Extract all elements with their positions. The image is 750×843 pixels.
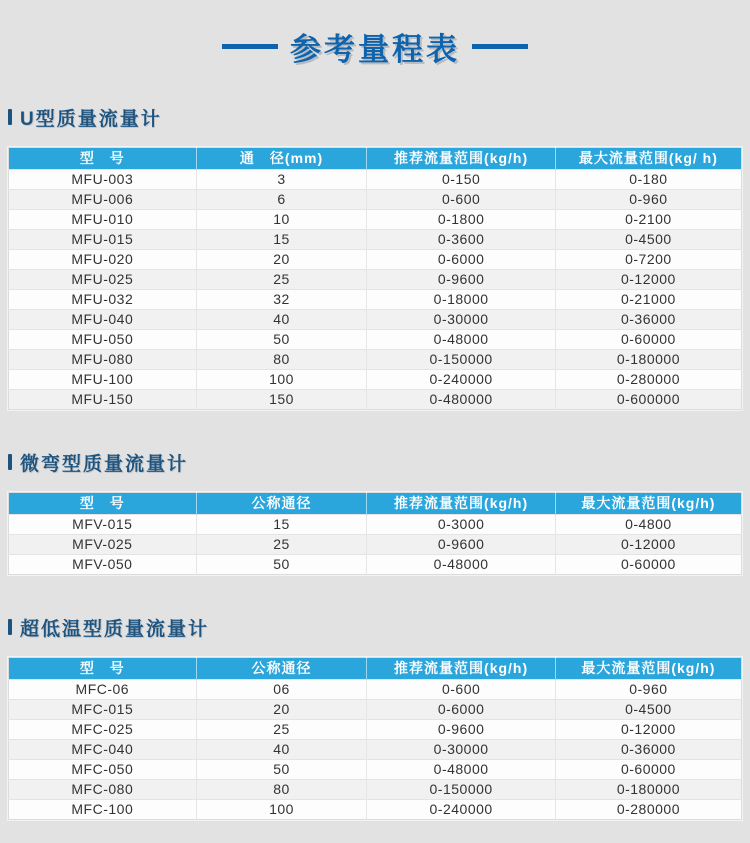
table-cell: 0-600 [367,190,555,210]
table-cell: MFU-003 [9,170,197,190]
table-cell: 40 [196,740,367,760]
table-cell: 0-960 [555,190,741,210]
table-row [9,760,742,780]
table-cell: MFU-010 [9,210,197,230]
table-cell: MFU-080 [9,350,197,370]
spec-section [8,106,742,410]
table-header-row [9,493,742,515]
table-cell: 0-12000 [555,270,741,290]
table-header-row [9,658,742,680]
table-cell: 0-6000 [367,700,555,720]
table-cell: 0-12000 [555,535,741,555]
table-row [9,515,742,535]
sections [0,106,750,820]
table-cell: 0-4800 [555,515,741,535]
table-cell: MFC-06 [9,680,197,700]
table-cell: 0-36000 [555,740,741,760]
table-cell: 0-240000 [367,370,555,390]
table-row [9,780,742,800]
table-row [9,555,742,575]
column-header: 最大流量范围(kg/h) [555,493,741,515]
table-cell: 0-60000 [555,330,741,350]
spec-section [8,616,742,820]
column-header: 公称通径 [196,493,367,515]
title-dash-left-icon [222,44,278,49]
column-header: 通 径(mm) [196,148,367,170]
column-header: 推荐流量范围(kg/h) [367,148,555,170]
table-cell: 0-18000 [367,290,555,310]
section-title-label: 微弯型质量流量计 [20,453,189,475]
section-title [8,616,742,638]
table-cell: 0-4500 [555,700,741,720]
table-cell: 100 [196,800,367,820]
table-cell: 0-7200 [555,250,741,270]
table-cell: 32 [196,290,367,310]
table-cell: 0-240000 [367,800,555,820]
section-bullet-bar-icon [8,454,12,470]
table-cell: 15 [196,230,367,250]
table-cell: 0-6000 [367,250,555,270]
page-header [0,0,750,65]
table-row [9,250,742,270]
table-cell: MFV-025 [9,535,197,555]
table-cell: MFV-050 [9,555,197,575]
table-cell: 0-600 [367,680,555,700]
table-row [9,720,742,740]
table-cell: MFU-015 [9,230,197,250]
table-cell: 0-48000 [367,555,555,575]
table-cell: 0-180000 [555,350,741,370]
column-header: 型 号 [9,493,197,515]
column-header: 最大流量范围(kg/h) [555,658,741,680]
table-cell: 0-150000 [367,780,555,800]
table-row [9,350,742,370]
table-cell: 3 [196,170,367,190]
table-row [9,390,742,410]
column-header: 公称通径 [196,658,367,680]
table-cell: MFU-050 [9,330,197,350]
table-cell: MFU-025 [9,270,197,290]
table-cell: 100 [196,370,367,390]
table-row [9,680,742,700]
table-cell: MFC-080 [9,780,197,800]
spec-table [8,492,742,575]
table-cell: 0-3600 [367,230,555,250]
column-header: 型 号 [9,148,197,170]
table-cell: 10 [196,210,367,230]
column-header: 推荐流量范围(kg/h) [367,493,555,515]
table-row [9,230,742,250]
table-row [9,535,742,555]
table-body [9,170,742,410]
section-title [8,106,742,128]
table-cell: 0-60000 [555,760,741,780]
table-cell: MFU-006 [9,190,197,210]
table-cell: MFU-032 [9,290,197,310]
table-cell: MFC-040 [9,740,197,760]
spec-table [8,657,742,820]
table-row [9,330,742,350]
table-cell: 0-4500 [555,230,741,250]
section-bullet-bar-icon [8,109,12,125]
table-cell: 0-3000 [367,515,555,535]
section-title-label: 超低温型质量流量计 [20,618,210,640]
table-cell: 25 [196,270,367,290]
table-cell: MFV-015 [9,515,197,535]
table-row [9,310,742,330]
spec-table [8,147,742,410]
table-row [9,290,742,310]
table-row [9,800,742,820]
table-cell: 50 [196,555,367,575]
table-cell: 0-60000 [555,555,741,575]
table-cell: 0-180000 [555,780,741,800]
table-cell: 150 [196,390,367,410]
table-cell: MFC-025 [9,720,197,740]
table-cell: MFC-015 [9,700,197,720]
page-title: 参考量程表 [290,31,460,67]
table-row [9,270,742,290]
table-cell: MFU-020 [9,250,197,270]
table-row [9,190,742,210]
table-cell: MFC-100 [9,800,197,820]
table-cell: 20 [196,700,367,720]
table-cell: 0-180 [555,170,741,190]
table-cell: 20 [196,250,367,270]
table-cell: 0-12000 [555,720,741,740]
column-header: 推荐流量范围(kg/h) [367,658,555,680]
table-cell: 0-1800 [367,210,555,230]
table-cell: 40 [196,310,367,330]
table-cell: 0-36000 [555,310,741,330]
table-cell: 15 [196,515,367,535]
table-cell: 80 [196,350,367,370]
table-cell: 25 [196,720,367,740]
table-cell: 0-150000 [367,350,555,370]
section-title-label: U型质量流量计 [20,108,162,130]
section-bullet-bar-icon [8,619,12,635]
table-cell: 25 [196,535,367,555]
table-cell: MFU-150 [9,390,197,410]
table-row [9,370,742,390]
table-cell: MFC-050 [9,760,197,780]
table-cell: 0-280000 [555,370,741,390]
table-cell: 0-9600 [367,535,555,555]
table-cell: 6 [196,190,367,210]
column-header: 最大流量范围(kg/ h) [555,148,741,170]
table-cell: 0-960 [555,680,741,700]
table-cell: 0-9600 [367,270,555,290]
table-cell: 0-30000 [367,740,555,760]
table-cell: 0-30000 [367,310,555,330]
title-dash-right-icon [472,44,528,49]
table-cell: 0-48000 [367,760,555,780]
spec-section [8,451,742,575]
table-cell: MFU-100 [9,370,197,390]
table-cell: 0-21000 [555,290,741,310]
table-cell: 0-480000 [367,390,555,410]
table-cell: 0-2100 [555,210,741,230]
table-body [9,515,742,575]
table-row [9,740,742,760]
table-header-row [9,148,742,170]
table-cell: 50 [196,760,367,780]
table-cell: 80 [196,780,367,800]
table-cell: 50 [196,330,367,350]
section-title [8,451,742,473]
table-body [9,680,742,820]
table-cell: 0-280000 [555,800,741,820]
table-cell: 06 [196,680,367,700]
table-cell: 0-9600 [367,720,555,740]
table-row [9,210,742,230]
column-header: 型 号 [9,658,197,680]
table-row [9,700,742,720]
table-cell: 0-600000 [555,390,741,410]
table-cell: 0-150 [367,170,555,190]
table-cell: 0-48000 [367,330,555,350]
table-row [9,170,742,190]
table-cell: MFU-040 [9,310,197,330]
